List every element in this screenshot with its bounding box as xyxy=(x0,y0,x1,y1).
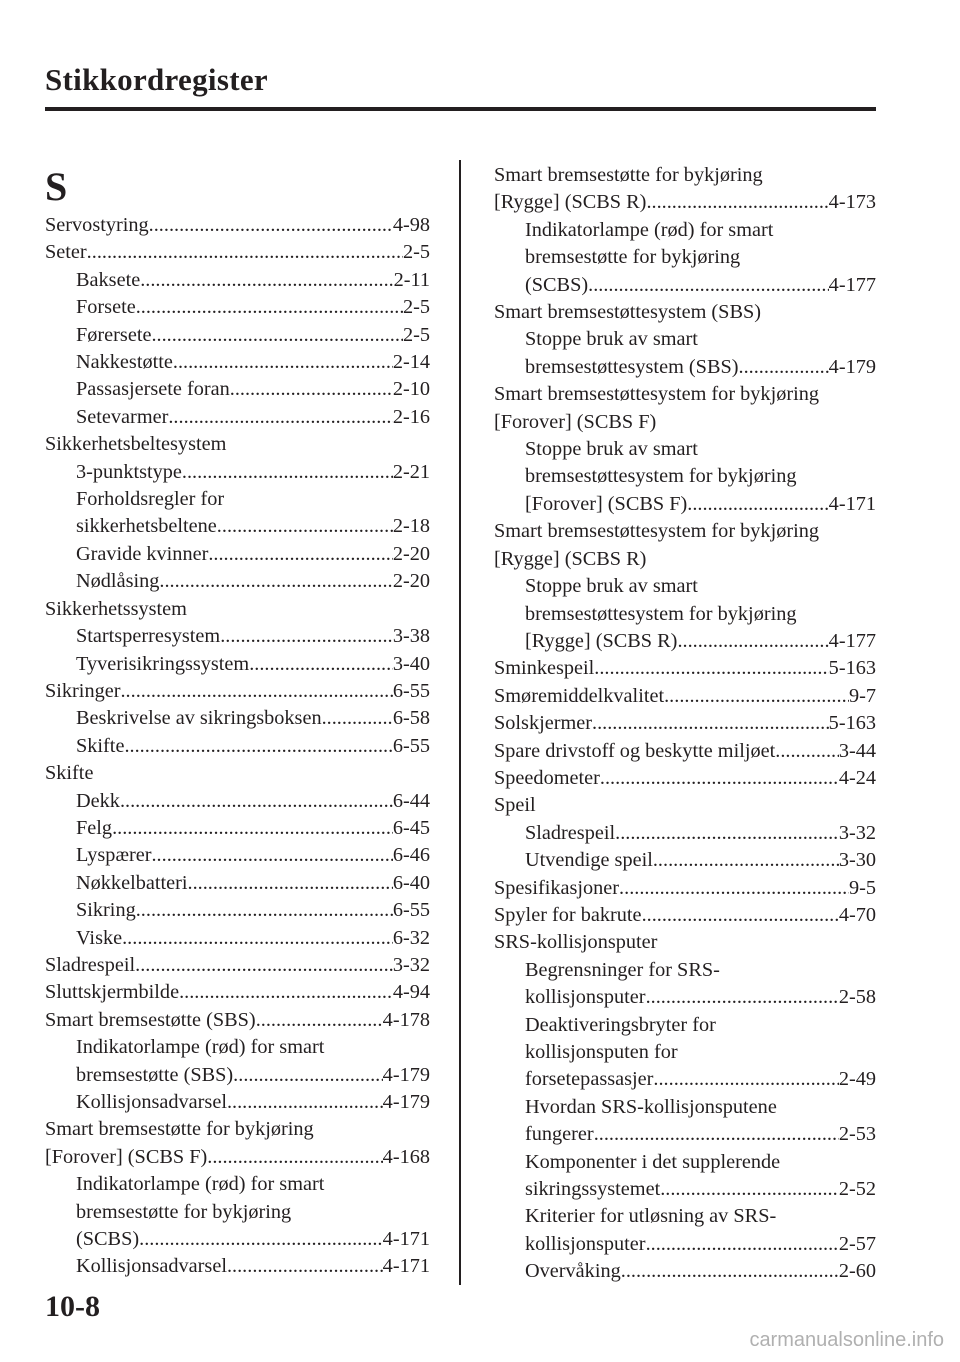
entry-term: Tyverisikringssystem xyxy=(76,652,250,675)
entry-term: forsetepassasjer xyxy=(525,1068,654,1091)
index-subentry xyxy=(45,815,430,842)
index-subentry xyxy=(45,842,430,869)
entry-term: Smart bremsestøttesystem for bykjøring xyxy=(494,383,820,406)
entry-leader-dots xyxy=(664,683,849,710)
entry-term: bremsestøttesystem (SBS) xyxy=(525,355,739,378)
entry-term: Viske xyxy=(76,926,123,949)
index-entry xyxy=(494,655,876,682)
index-subentry xyxy=(494,984,876,1011)
entry-leader-dots xyxy=(179,979,393,1006)
entry-leader-dots xyxy=(588,272,829,299)
index-subentry xyxy=(494,217,876,244)
entry-term: bremsestøttesystem for bykjøring xyxy=(525,602,797,625)
index-subentry xyxy=(45,1226,430,1253)
entry-term: Stoppe bruk av smart xyxy=(525,438,698,461)
entry-term: Spesifikasjoner xyxy=(494,876,620,899)
entry-page-ref[interactable]: 4-178 xyxy=(382,1008,430,1031)
entry-term: Dekk xyxy=(76,789,120,812)
entry-page-ref[interactable]: 2-10 xyxy=(392,378,430,401)
entry-term: [Rygge] (SCBS R) xyxy=(494,191,647,214)
entry-term: Speedometer xyxy=(494,766,600,789)
entry-leader-dots xyxy=(207,1144,382,1171)
index-entry xyxy=(45,1116,430,1143)
entry-term: Indikatorlampe (rød) for smart xyxy=(525,218,774,241)
index-subentry xyxy=(494,1066,876,1093)
entry-leader-dots xyxy=(660,1176,839,1203)
entry-leader-dots xyxy=(642,902,839,929)
entry-leader-dots xyxy=(775,738,839,765)
entry-term: bremsestøttesystem for bykjøring xyxy=(525,465,797,488)
entry-term: Sladrespeil xyxy=(525,821,616,844)
entry-term: Servostyring xyxy=(45,214,149,236)
entry-page-ref[interactable]: 4-94 xyxy=(392,981,430,1004)
entry-leader-dots xyxy=(182,459,393,486)
index-subentry xyxy=(45,459,430,486)
index-subentry xyxy=(494,628,876,655)
entry-leader-dots xyxy=(227,1089,383,1116)
entry-leader-dots xyxy=(112,815,393,842)
entry-page-ref[interactable]: 6-45 xyxy=(392,816,430,839)
index-entry xyxy=(45,239,430,266)
entry-page-ref[interactable]: 3-32 xyxy=(838,821,876,844)
index-subentry xyxy=(494,1149,876,1176)
index-subentry xyxy=(494,1039,876,1066)
index-subentry xyxy=(45,788,430,815)
entry-page-ref[interactable]: 4-98 xyxy=(392,214,430,236)
entry-leader-dots xyxy=(120,788,393,815)
entry-term: Sikkerhetsbeltesystem xyxy=(45,433,227,456)
index-entry xyxy=(494,738,876,765)
entry-term: bremsestøtte (SBS) xyxy=(76,1063,234,1086)
index-subentry xyxy=(45,897,430,924)
entry-term: Indikatorlampe (rød) for smart xyxy=(76,1036,325,1059)
entry-page-ref[interactable]: 4-70 xyxy=(838,903,876,926)
index-subentry xyxy=(45,1253,430,1280)
index-entry xyxy=(45,1144,430,1171)
entry-term: Felg xyxy=(76,816,113,839)
index-subentry xyxy=(494,1231,876,1258)
entry-leader-dots xyxy=(615,820,839,847)
entry-leader-dots xyxy=(217,513,393,540)
entry-term: Deaktiveringsbryter for xyxy=(525,1013,716,1036)
index-entry xyxy=(494,299,876,326)
entry-page-ref[interactable]: 6-58 xyxy=(392,707,430,730)
index-subentry xyxy=(494,1121,876,1148)
entry-leader-dots xyxy=(249,651,393,678)
index-subentry xyxy=(45,623,430,650)
entry-term: kollisjonsputer xyxy=(525,986,646,1009)
entry-leader-dots xyxy=(227,1253,383,1280)
index-column-left xyxy=(45,212,430,1281)
index-subentry xyxy=(45,404,430,431)
entry-leader-dots xyxy=(151,322,402,349)
entry-leader-dots xyxy=(687,491,828,518)
index-subentry xyxy=(494,601,876,628)
entry-leader-dots xyxy=(739,354,829,381)
index-subentry xyxy=(45,294,430,321)
entry-term: Nakkestøtte xyxy=(76,351,173,374)
entry-leader-dots xyxy=(256,1007,383,1034)
entry-page-ref[interactable]: 4-24 xyxy=(838,766,876,789)
entry-page-ref[interactable]: 9-5 xyxy=(848,876,876,899)
index-entry xyxy=(494,546,876,573)
entry-term: Setevarmer xyxy=(76,405,169,428)
entry-page-ref[interactable]: 5-163 xyxy=(828,657,876,680)
entry-term: Skifte xyxy=(45,762,94,785)
entry-page-ref[interactable]: 4-177 xyxy=(828,629,876,652)
entry-page-ref[interactable]: 2-16 xyxy=(392,405,430,428)
entry-leader-dots xyxy=(124,733,392,760)
entry-leader-dots xyxy=(646,1231,839,1258)
entry-term: [Forover] (SCBS F) xyxy=(45,1145,208,1168)
index-subentry xyxy=(494,354,876,381)
entry-term: Spyler for bakrute xyxy=(494,903,642,926)
index-entry xyxy=(45,952,430,979)
entry-leader-dots xyxy=(653,1066,838,1093)
index-entry xyxy=(494,929,876,956)
entry-page-ref[interactable]: 2-5 xyxy=(402,323,430,346)
index-subentry xyxy=(494,272,876,299)
entry-page-ref[interactable]: 2-5 xyxy=(402,296,430,319)
index-entry xyxy=(494,875,876,902)
entry-leader-dots xyxy=(594,655,828,682)
entry-page-ref[interactable]: 4-179 xyxy=(382,1091,430,1113)
entry-term: [Forover] (SCBS F) xyxy=(525,492,688,515)
watermark: carmanualsonline.info xyxy=(749,1329,944,1351)
entry-page-ref[interactable]: 4-171 xyxy=(382,1228,430,1251)
index-subentry xyxy=(45,1034,430,1061)
index-subentry xyxy=(45,1089,430,1116)
entry-term: Indikatorlampe (rød) for smart xyxy=(76,1173,325,1196)
index-entry xyxy=(494,765,876,792)
entry-page-ref[interactable]: 6-55 xyxy=(392,679,430,702)
entry-term: Speil xyxy=(494,794,536,817)
entry-term: Smart bremsestøtte (SBS) xyxy=(45,1008,256,1031)
index-subentry xyxy=(494,1012,876,1039)
index-subentry xyxy=(45,513,430,540)
entry-page-ref[interactable]: 2-14 xyxy=(392,351,430,374)
index-column-right xyxy=(494,162,876,1286)
index-entry xyxy=(45,212,430,239)
entry-term: SRS-kollisjonsputer xyxy=(494,931,658,954)
index-subentry xyxy=(45,733,430,760)
entry-term: Førersete xyxy=(76,323,152,346)
index-entry xyxy=(494,792,876,819)
entry-term: Seter xyxy=(45,241,87,264)
entry-page-ref[interactable]: 2-53 xyxy=(838,1123,876,1146)
entry-leader-dots xyxy=(646,984,839,1011)
entry-term: [Rygge] (SCBS R) xyxy=(525,629,678,652)
index-subentry xyxy=(45,1199,430,1226)
entry-leader-dots xyxy=(139,1226,383,1253)
index-subentry xyxy=(45,349,430,376)
entry-term: Nøkkelbatteri xyxy=(76,871,188,894)
entry-term: (SCBS) xyxy=(525,273,589,296)
entry-term: Komponenter i det supplerende xyxy=(525,1150,781,1173)
entry-leader-dots xyxy=(136,897,393,924)
entry-term: Stoppe bruk av smart xyxy=(525,328,698,351)
index-entry xyxy=(45,678,430,705)
index-subentry xyxy=(45,1062,430,1089)
entry-page-ref[interactable]: 3-44 xyxy=(838,739,876,762)
entry-leader-dots xyxy=(621,1258,839,1285)
entry-term: sikkerhetsbeltene xyxy=(76,515,217,538)
index-subentry xyxy=(45,486,430,513)
entry-page-ref[interactable]: 6-55 xyxy=(392,899,430,922)
entry-term: Sikkerhetssystem xyxy=(45,597,187,620)
entry-term: kollisjonsputer xyxy=(525,1232,646,1255)
entry-page-ref[interactable]: 6-55 xyxy=(392,734,430,757)
entry-term: sikringssystemet xyxy=(525,1178,661,1201)
index-entry xyxy=(45,596,430,623)
entry-term: Smøremiddelkvalitet xyxy=(494,684,665,707)
entry-term: Kriterier for utløsning av SRS- xyxy=(525,1205,777,1228)
entry-leader-dots xyxy=(120,678,392,705)
entry-page-ref[interactable]: 4-173 xyxy=(828,191,876,214)
entry-term: Smart bremsestøtte for bykjøring xyxy=(494,164,763,186)
entry-term: Sluttskjermbilde xyxy=(45,981,180,1004)
entry-leader-dots xyxy=(168,404,392,431)
entry-term: Beskrivelse av sikringsboksen xyxy=(76,707,322,730)
entry-page-ref[interactable]: 2-60 xyxy=(838,1260,876,1283)
entry-leader-dots xyxy=(594,1121,839,1148)
entry-term: Baksete xyxy=(76,268,141,291)
index-subentry xyxy=(494,463,876,490)
entry-page-ref[interactable]: 4-179 xyxy=(828,355,876,378)
index-subentry xyxy=(494,1258,876,1285)
entry-term: Forsete xyxy=(76,296,136,319)
entry-term: Stoppe bruk av smart xyxy=(525,575,698,598)
entry-leader-dots xyxy=(135,952,393,979)
index-entry xyxy=(494,162,876,189)
entry-term: Smart bremsestøttesystem for bykjøring xyxy=(494,520,820,543)
entry-term: kollisjonsputen for xyxy=(525,1041,678,1063)
entry-page-ref[interactable]: 6-44 xyxy=(392,789,430,812)
index-subentry xyxy=(494,1203,876,1230)
entry-leader-dots xyxy=(122,925,393,952)
entry-leader-dots xyxy=(208,541,392,568)
entry-page-ref[interactable]: 3-30 xyxy=(838,849,876,872)
entry-term: bremsestøtte for bykjøring xyxy=(525,246,741,269)
index-entry xyxy=(45,431,430,458)
index-subentry xyxy=(45,870,430,897)
entry-page-ref[interactable]: 4-171 xyxy=(828,492,876,515)
entry-term: 3-punktstype xyxy=(76,460,182,483)
entry-page-ref[interactable]: 6-46 xyxy=(392,844,430,867)
index-subentry xyxy=(45,1171,430,1198)
index-subentry xyxy=(45,705,430,732)
index-entry xyxy=(494,381,876,408)
entry-page-ref[interactable]: 2-49 xyxy=(838,1068,876,1091)
entry-leader-dots xyxy=(159,568,392,595)
header-rule xyxy=(45,107,876,111)
index-subentry xyxy=(45,568,430,595)
entry-term: Skifte xyxy=(76,734,125,757)
entry-term: Startsperresystem xyxy=(76,625,221,648)
entry-leader-dots xyxy=(87,239,403,266)
entry-leader-dots xyxy=(653,847,839,874)
entry-term: bremsestøtte for bykjøring xyxy=(76,1200,292,1223)
index-entry xyxy=(494,683,876,710)
index-entry xyxy=(45,979,430,1006)
entry-leader-dots xyxy=(173,349,393,376)
entry-term: Sladrespeil xyxy=(45,953,136,976)
entry-term: Spare drivstoff og beskytte miljøet xyxy=(494,739,776,762)
entry-term: Lyspærer xyxy=(76,844,152,867)
entry-term: Forholdsregler for xyxy=(76,488,225,511)
entry-leader-dots xyxy=(149,212,393,239)
index-subentry xyxy=(45,376,430,403)
index-entry xyxy=(45,1007,430,1034)
entry-page-ref[interactable]: 2-18 xyxy=(392,515,430,538)
entry-term: (SCBS) xyxy=(76,1228,140,1251)
entry-page-ref[interactable]: 3-38 xyxy=(392,625,430,648)
index-subentry xyxy=(494,957,876,984)
page-title: Stikkordregister xyxy=(45,62,268,97)
index-subentry xyxy=(494,491,876,518)
entry-leader-dots xyxy=(619,875,849,902)
entry-page-ref[interactable]: 9-7 xyxy=(848,684,876,707)
entry-term: Utvendige speil xyxy=(525,849,653,872)
section-letter: S xyxy=(45,164,68,209)
index-subentry xyxy=(45,541,430,568)
index-subentry xyxy=(45,651,430,678)
entry-term: Passasjersete foran xyxy=(76,378,230,401)
entry-leader-dots xyxy=(322,705,393,732)
entry-term: fungerer xyxy=(525,1123,594,1146)
index-entry xyxy=(494,409,876,436)
entry-page-ref[interactable]: 4-171 xyxy=(382,1255,430,1278)
entry-term: Kollisjonsadvarsel xyxy=(76,1091,227,1113)
entry-page-ref[interactable]: 6-40 xyxy=(392,871,430,894)
index-subentry xyxy=(45,267,430,294)
entry-term: Sikring xyxy=(76,899,136,922)
entry-page-ref[interactable]: 2-20 xyxy=(392,570,430,593)
entry-page-ref[interactable]: 2-58 xyxy=(838,986,876,1009)
column-divider xyxy=(459,160,461,1285)
entry-leader-dots xyxy=(600,765,839,792)
entry-term: Nødlåsing xyxy=(76,570,160,593)
entry-page-ref[interactable]: 4-177 xyxy=(828,273,876,296)
entry-term: Sikringer xyxy=(45,679,121,702)
entry-term: [Forover] (SCBS F) xyxy=(494,410,657,433)
entry-term: Gravide kvinner xyxy=(76,542,209,565)
entry-page-ref[interactable]: 2-11 xyxy=(393,268,430,291)
index-subentry xyxy=(494,1176,876,1203)
entry-page-ref[interactable]: 4-179 xyxy=(382,1063,430,1086)
entry-term: Hvordan SRS-kollisjonsputene xyxy=(525,1095,777,1118)
entry-page-ref[interactable]: 2-5 xyxy=(402,241,430,264)
entry-leader-dots xyxy=(646,189,828,216)
entry-page-ref[interactable]: 2-21 xyxy=(392,460,430,483)
entry-term: Solskjermer xyxy=(494,712,593,735)
entry-leader-dots xyxy=(592,710,829,737)
entry-term: Sminkespeil xyxy=(494,657,595,680)
index-entry xyxy=(494,710,876,737)
entry-term: [Rygge] (SCBS R) xyxy=(494,547,647,570)
index-entry xyxy=(494,189,876,216)
entry-leader-dots xyxy=(151,842,392,869)
entry-leader-dots xyxy=(136,294,403,321)
index-subentry xyxy=(45,925,430,952)
entry-term: Kollisjonsadvarsel xyxy=(76,1255,227,1278)
entry-page-ref[interactable]: 3-40 xyxy=(392,652,430,675)
entry-leader-dots xyxy=(677,628,828,655)
index-entry xyxy=(45,760,430,787)
index-entry xyxy=(494,518,876,545)
entry-page-ref[interactable]: 2-57 xyxy=(838,1232,876,1255)
index-subentry xyxy=(494,1094,876,1121)
index-subentry xyxy=(494,244,876,271)
entry-leader-dots xyxy=(233,1062,383,1089)
entry-term: Overvåking xyxy=(525,1260,621,1283)
entry-term: Smart bremsestøttesystem (SBS) xyxy=(494,301,762,324)
entry-leader-dots xyxy=(230,376,393,403)
entry-term: Smart bremsestøtte for bykjøring xyxy=(45,1118,314,1141)
index-entry xyxy=(494,902,876,929)
entry-page-ref[interactable]: 2-52 xyxy=(838,1178,876,1201)
entry-page-ref[interactable]: 2-20 xyxy=(392,542,430,565)
index-subentry xyxy=(494,847,876,874)
entry-leader-dots xyxy=(220,623,393,650)
entry-page-ref[interactable]: 5-163 xyxy=(828,712,876,735)
index-subentry xyxy=(494,573,876,600)
entry-term: Begrensninger for SRS- xyxy=(525,958,720,981)
footer-page-number: 10-8 xyxy=(45,1290,100,1323)
entry-page-ref[interactable]: 4-168 xyxy=(382,1145,430,1168)
index-subentry xyxy=(494,436,876,463)
index-subentry xyxy=(494,820,876,847)
entry-page-ref[interactable]: 3-32 xyxy=(392,953,430,976)
entry-leader-dots xyxy=(140,267,393,294)
entry-page-ref[interactable]: 6-32 xyxy=(392,926,430,949)
index-subentry xyxy=(494,326,876,353)
index-subentry xyxy=(45,322,430,349)
entry-leader-dots xyxy=(188,870,393,897)
